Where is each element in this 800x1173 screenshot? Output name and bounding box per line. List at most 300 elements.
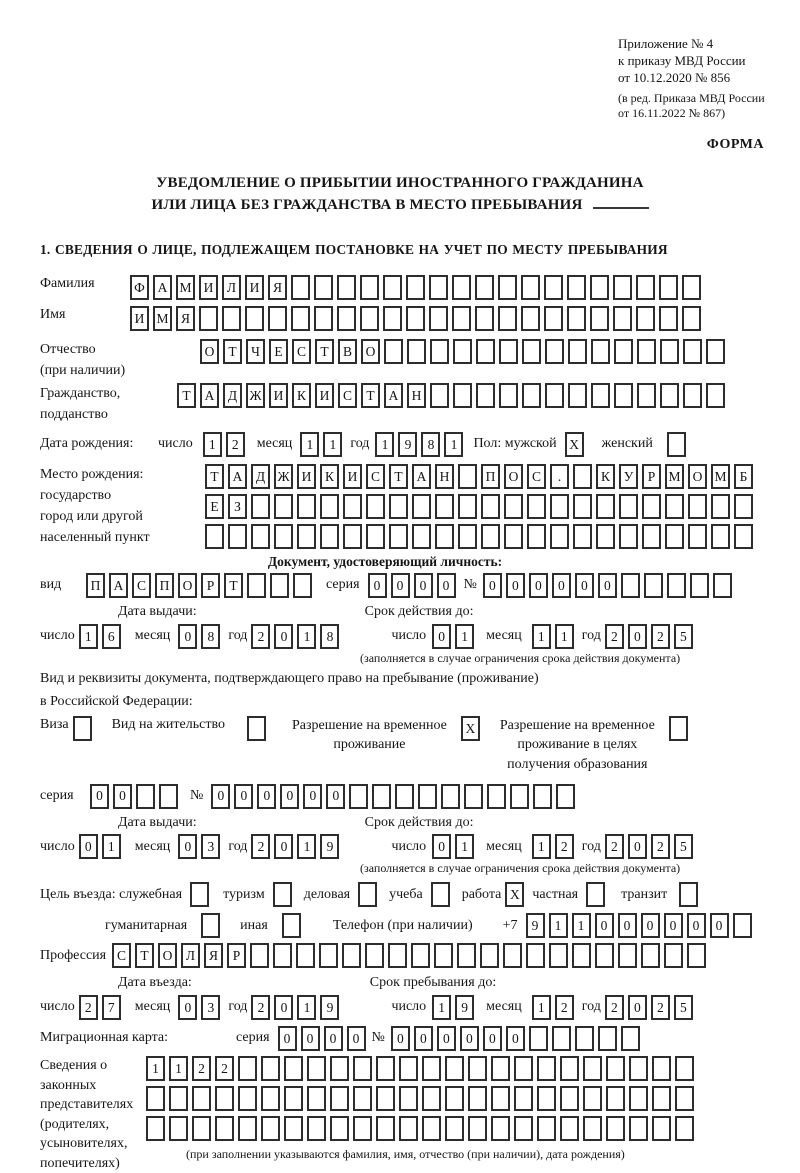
char-cell[interactable] xyxy=(560,1086,579,1111)
char-cell[interactable]: 1 xyxy=(300,432,319,457)
char-cell[interactable]: 0 xyxy=(391,573,410,598)
char-cell[interactable]: 1 xyxy=(375,432,394,457)
char-cell[interactable] xyxy=(457,943,476,968)
char-cell[interactable]: А xyxy=(109,573,128,598)
char-cell[interactable] xyxy=(629,1086,648,1111)
char-cell[interactable]: 8 xyxy=(421,432,440,457)
char-cell[interactable] xyxy=(453,339,472,364)
char-cell[interactable] xyxy=(550,524,569,549)
char-cell[interactable]: 2 xyxy=(226,432,245,457)
char-cell[interactable]: П xyxy=(155,573,174,598)
char-cell[interactable]: С xyxy=(132,573,151,598)
char-cell[interactable] xyxy=(480,943,499,968)
char-cell[interactable] xyxy=(365,943,384,968)
char-cell[interactable] xyxy=(268,306,287,331)
char-cell[interactable] xyxy=(664,943,683,968)
char-cell[interactable] xyxy=(487,784,506,809)
temp-residence-checkbox[interactable]: X xyxy=(461,716,480,741)
char-cell[interactable]: 1 xyxy=(555,624,574,649)
char-cell[interactable]: 0 xyxy=(324,1026,343,1051)
char-cell[interactable]: 9 xyxy=(320,995,339,1020)
char-cell[interactable] xyxy=(711,494,730,519)
char-cell[interactable]: 2 xyxy=(555,995,574,1020)
char-cell[interactable]: 0 xyxy=(280,784,299,809)
char-cell[interactable] xyxy=(388,943,407,968)
char-cell[interactable] xyxy=(675,1056,694,1081)
char-cell[interactable]: А xyxy=(384,383,403,408)
char-cell[interactable] xyxy=(675,1086,694,1111)
char-cell[interactable]: 8 xyxy=(320,624,339,649)
char-cell[interactable] xyxy=(491,1116,510,1141)
char-cell[interactable]: И xyxy=(343,464,362,489)
char-cell[interactable] xyxy=(591,383,610,408)
char-cell[interactable] xyxy=(199,306,218,331)
char-cell[interactable] xyxy=(468,1086,487,1111)
char-cell[interactable] xyxy=(734,494,753,519)
char-cell[interactable] xyxy=(590,275,609,300)
char-cell[interactable] xyxy=(273,943,292,968)
char-cell[interactable]: 0 xyxy=(368,573,387,598)
char-cell[interactable] xyxy=(468,1056,487,1081)
char-cell[interactable]: И xyxy=(297,464,316,489)
char-cell[interactable]: 2 xyxy=(555,834,574,859)
char-cell[interactable]: 1 xyxy=(549,913,568,938)
char-cell[interactable] xyxy=(169,1086,188,1111)
char-cell[interactable] xyxy=(430,383,449,408)
char-cell[interactable]: О xyxy=(361,339,380,364)
char-cell[interactable] xyxy=(568,383,587,408)
char-cell[interactable]: 2 xyxy=(651,624,670,649)
char-cell[interactable] xyxy=(452,306,471,331)
char-cell[interactable] xyxy=(636,306,655,331)
char-cell[interactable]: 2 xyxy=(605,995,624,1020)
char-cell[interactable]: 1 xyxy=(455,624,474,649)
char-cell[interactable] xyxy=(659,275,678,300)
char-cell[interactable] xyxy=(222,306,241,331)
char-cell[interactable]: 0 xyxy=(641,913,660,938)
char-cell[interactable] xyxy=(270,573,289,598)
char-cell[interactable] xyxy=(606,1056,625,1081)
char-cell[interactable] xyxy=(683,383,702,408)
char-cell[interactable] xyxy=(522,383,541,408)
char-cell[interactable]: Л xyxy=(181,943,200,968)
char-cell[interactable]: Р xyxy=(227,943,246,968)
char-cell[interactable] xyxy=(567,275,586,300)
char-cell[interactable]: Д xyxy=(251,464,270,489)
char-cell[interactable] xyxy=(296,943,315,968)
char-cell[interactable]: С xyxy=(292,339,311,364)
char-cell[interactable]: О xyxy=(504,464,523,489)
char-cell[interactable] xyxy=(550,494,569,519)
char-cell[interactable] xyxy=(307,1086,326,1111)
char-cell[interactable]: 1 xyxy=(297,624,316,649)
char-cell[interactable]: 0 xyxy=(437,1026,456,1051)
char-cell[interactable]: Е xyxy=(269,339,288,364)
char-cell[interactable]: . xyxy=(550,464,569,489)
char-cell[interactable]: 9 xyxy=(320,834,339,859)
char-cell[interactable]: И xyxy=(315,383,334,408)
char-cell[interactable]: 0 xyxy=(414,1026,433,1051)
char-cell[interactable] xyxy=(247,573,266,598)
char-cell[interactable]: 0 xyxy=(347,1026,366,1051)
char-cell[interactable] xyxy=(418,784,437,809)
char-cell[interactable]: 2 xyxy=(651,834,670,859)
char-cell[interactable]: 1 xyxy=(169,1056,188,1081)
char-cell[interactable] xyxy=(491,1056,510,1081)
char-cell[interactable]: 0 xyxy=(90,784,109,809)
char-cell[interactable] xyxy=(441,784,460,809)
char-cell[interactable] xyxy=(422,1056,441,1081)
char-cell[interactable]: М xyxy=(176,275,195,300)
char-cell[interactable]: А xyxy=(412,464,431,489)
char-cell[interactable] xyxy=(690,573,709,598)
char-cell[interactable] xyxy=(491,1086,510,1111)
char-cell[interactable] xyxy=(360,275,379,300)
char-cell[interactable] xyxy=(619,524,638,549)
char-cell[interactable] xyxy=(659,306,678,331)
char-cell[interactable] xyxy=(596,494,615,519)
char-cell[interactable]: 1 xyxy=(455,834,474,859)
char-cell[interactable] xyxy=(573,524,592,549)
char-cell[interactable] xyxy=(274,524,293,549)
char-cell[interactable] xyxy=(320,524,339,549)
char-cell[interactable] xyxy=(284,1116,303,1141)
char-cell[interactable]: 9 xyxy=(398,432,417,457)
char-cell[interactable] xyxy=(399,1116,418,1141)
char-cell[interactable]: 0 xyxy=(687,913,706,938)
char-cell[interactable]: 1 xyxy=(572,913,591,938)
char-cell[interactable] xyxy=(521,306,540,331)
char-cell[interactable] xyxy=(682,275,701,300)
char-cell[interactable] xyxy=(682,306,701,331)
char-cell[interactable] xyxy=(619,494,638,519)
char-cell[interactable] xyxy=(261,1116,280,1141)
char-cell[interactable]: Т xyxy=(205,464,224,489)
char-cell[interactable]: 0 xyxy=(301,1026,320,1051)
char-cell[interactable]: 0 xyxy=(628,834,647,859)
char-cell[interactable]: 0 xyxy=(274,624,293,649)
char-cell[interactable] xyxy=(422,1116,441,1141)
char-cell[interactable] xyxy=(337,275,356,300)
char-cell[interactable] xyxy=(372,784,391,809)
char-cell[interactable] xyxy=(475,275,494,300)
char-cell[interactable]: Т xyxy=(389,464,408,489)
char-cell[interactable] xyxy=(629,1056,648,1081)
char-cell[interactable] xyxy=(205,524,224,549)
char-cell[interactable] xyxy=(621,1026,640,1051)
char-cell[interactable] xyxy=(618,943,637,968)
char-cell[interactable] xyxy=(422,1086,441,1111)
char-cell[interactable]: 9 xyxy=(455,995,474,1020)
char-cell[interactable]: И xyxy=(269,383,288,408)
purpose-study-checkbox[interactable] xyxy=(431,882,450,907)
char-cell[interactable]: 0 xyxy=(506,1026,525,1051)
char-cell[interactable] xyxy=(572,943,591,968)
char-cell[interactable] xyxy=(250,943,269,968)
char-cell[interactable] xyxy=(583,1116,602,1141)
char-cell[interactable]: 1 xyxy=(532,624,551,649)
char-cell[interactable] xyxy=(613,306,632,331)
char-cell[interactable] xyxy=(360,306,379,331)
char-cell[interactable]: 1 xyxy=(79,624,98,649)
char-cell[interactable] xyxy=(583,1056,602,1081)
char-cell[interactable]: Я xyxy=(268,275,287,300)
char-cell[interactable]: 5 xyxy=(674,834,693,859)
char-cell[interactable] xyxy=(514,1086,533,1111)
char-cell[interactable]: З xyxy=(228,494,247,519)
char-cell[interactable] xyxy=(545,339,564,364)
char-cell[interactable]: Р xyxy=(642,464,661,489)
char-cell[interactable] xyxy=(641,943,660,968)
char-cell[interactable]: 0 xyxy=(595,913,614,938)
char-cell[interactable] xyxy=(307,1116,326,1141)
char-cell[interactable]: 3 xyxy=(201,995,220,1020)
purpose-private-checkbox[interactable] xyxy=(586,882,605,907)
char-cell[interactable] xyxy=(261,1086,280,1111)
char-cell[interactable]: Я xyxy=(204,943,223,968)
char-cell[interactable]: 0 xyxy=(303,784,322,809)
char-cell[interactable] xyxy=(499,383,518,408)
char-cell[interactable] xyxy=(383,275,402,300)
char-cell[interactable] xyxy=(192,1116,211,1141)
char-cell[interactable] xyxy=(637,383,656,408)
char-cell[interactable] xyxy=(636,275,655,300)
char-cell[interactable] xyxy=(499,339,518,364)
char-cell[interactable]: 0 xyxy=(113,784,132,809)
char-cell[interactable]: 0 xyxy=(274,834,293,859)
char-cell[interactable] xyxy=(320,494,339,519)
char-cell[interactable]: 1 xyxy=(102,834,121,859)
char-cell[interactable] xyxy=(527,524,546,549)
char-cell[interactable] xyxy=(430,339,449,364)
char-cell[interactable] xyxy=(445,1086,464,1111)
char-cell[interactable]: П xyxy=(481,464,500,489)
char-cell[interactable]: 2 xyxy=(251,834,270,859)
char-cell[interactable]: Т xyxy=(315,339,334,364)
char-cell[interactable] xyxy=(376,1086,395,1111)
char-cell[interactable]: М xyxy=(711,464,730,489)
char-cell[interactable] xyxy=(713,573,732,598)
char-cell[interactable]: 1 xyxy=(203,432,222,457)
char-cell[interactable] xyxy=(591,339,610,364)
char-cell[interactable]: С xyxy=(338,383,357,408)
char-cell[interactable]: 1 xyxy=(532,995,551,1020)
char-cell[interactable]: Т xyxy=(361,383,380,408)
char-cell[interactable] xyxy=(613,275,632,300)
char-cell[interactable]: 0 xyxy=(234,784,253,809)
char-cell[interactable]: Л xyxy=(222,275,241,300)
char-cell[interactable]: Т xyxy=(177,383,196,408)
char-cell[interactable] xyxy=(503,943,522,968)
purpose-tourism-checkbox[interactable] xyxy=(273,882,292,907)
char-cell[interactable] xyxy=(238,1086,257,1111)
char-cell[interactable] xyxy=(665,524,684,549)
char-cell[interactable]: 1 xyxy=(297,834,316,859)
char-cell[interactable] xyxy=(215,1116,234,1141)
char-cell[interactable]: 8 xyxy=(201,624,220,649)
char-cell[interactable] xyxy=(537,1056,556,1081)
char-cell[interactable]: 1 xyxy=(323,432,342,457)
char-cell[interactable] xyxy=(504,494,523,519)
char-cell[interactable] xyxy=(652,1116,671,1141)
char-cell[interactable]: 0 xyxy=(278,1026,297,1051)
char-cell[interactable] xyxy=(644,573,663,598)
residence-permit-checkbox[interactable] xyxy=(247,716,266,741)
char-cell[interactable] xyxy=(621,573,640,598)
char-cell[interactable] xyxy=(560,1116,579,1141)
purpose-official-checkbox[interactable] xyxy=(190,882,209,907)
char-cell[interactable]: 0 xyxy=(529,573,548,598)
char-cell[interactable] xyxy=(343,524,362,549)
char-cell[interactable]: 1 xyxy=(432,995,451,1020)
char-cell[interactable]: 5 xyxy=(674,624,693,649)
char-cell[interactable] xyxy=(590,306,609,331)
char-cell[interactable] xyxy=(284,1086,303,1111)
char-cell[interactable] xyxy=(330,1116,349,1141)
char-cell[interactable] xyxy=(245,306,264,331)
char-cell[interactable] xyxy=(573,494,592,519)
char-cell[interactable] xyxy=(399,1086,418,1111)
char-cell[interactable] xyxy=(504,524,523,549)
visa-checkbox[interactable] xyxy=(73,716,92,741)
char-cell[interactable] xyxy=(706,383,725,408)
char-cell[interactable] xyxy=(537,1086,556,1111)
char-cell[interactable]: 1 xyxy=(146,1056,165,1081)
char-cell[interactable] xyxy=(314,306,333,331)
char-cell[interactable] xyxy=(522,339,541,364)
char-cell[interactable]: 0 xyxy=(506,573,525,598)
char-cell[interactable]: 0 xyxy=(178,995,197,1020)
char-cell[interactable]: К xyxy=(320,464,339,489)
char-cell[interactable] xyxy=(683,339,702,364)
char-cell[interactable]: 2 xyxy=(651,995,670,1020)
char-cell[interactable] xyxy=(595,943,614,968)
sex-male-checkbox[interactable]: X xyxy=(565,432,584,457)
char-cell[interactable] xyxy=(598,1026,617,1051)
char-cell[interactable]: 1 xyxy=(532,834,551,859)
char-cell[interactable]: 0 xyxy=(79,834,98,859)
purpose-work-checkbox[interactable]: X xyxy=(505,882,524,907)
char-cell[interactable] xyxy=(514,1116,533,1141)
char-cell[interactable] xyxy=(435,524,454,549)
char-cell[interactable] xyxy=(544,275,563,300)
char-cell[interactable]: 0 xyxy=(432,624,451,649)
char-cell[interactable] xyxy=(389,524,408,549)
char-cell[interactable]: Т xyxy=(223,339,242,364)
char-cell[interactable] xyxy=(251,524,270,549)
char-cell[interactable]: 0 xyxy=(414,573,433,598)
char-cell[interactable] xyxy=(688,494,707,519)
char-cell[interactable] xyxy=(366,524,385,549)
char-cell[interactable] xyxy=(498,275,517,300)
char-cell[interactable] xyxy=(136,784,155,809)
char-cell[interactable]: 0 xyxy=(257,784,276,809)
char-cell[interactable]: 2 xyxy=(605,624,624,649)
sex-female-checkbox[interactable] xyxy=(667,432,686,457)
char-cell[interactable]: О xyxy=(158,943,177,968)
char-cell[interactable] xyxy=(573,464,592,489)
char-cell[interactable] xyxy=(330,1086,349,1111)
char-cell[interactable]: 0 xyxy=(483,573,502,598)
char-cell[interactable] xyxy=(215,1086,234,1111)
char-cell[interactable] xyxy=(468,1116,487,1141)
char-cell[interactable] xyxy=(238,1056,257,1081)
char-cell[interactable] xyxy=(412,494,431,519)
char-cell[interactable]: 2 xyxy=(251,624,270,649)
char-cell[interactable] xyxy=(349,784,368,809)
char-cell[interactable]: А xyxy=(200,383,219,408)
char-cell[interactable]: А xyxy=(153,275,172,300)
purpose-other-checkbox[interactable] xyxy=(282,913,301,938)
char-cell[interactable] xyxy=(544,306,563,331)
char-cell[interactable]: Н xyxy=(407,383,426,408)
char-cell[interactable]: 1 xyxy=(444,432,463,457)
char-cell[interactable] xyxy=(330,1056,349,1081)
char-cell[interactable] xyxy=(452,275,471,300)
char-cell[interactable] xyxy=(660,339,679,364)
temp-residence-edu-checkbox[interactable] xyxy=(669,716,688,741)
char-cell[interactable]: 0 xyxy=(710,913,729,938)
char-cell[interactable] xyxy=(606,1086,625,1111)
char-cell[interactable]: К xyxy=(292,383,311,408)
char-cell[interactable] xyxy=(575,1026,594,1051)
char-cell[interactable] xyxy=(545,383,564,408)
char-cell[interactable] xyxy=(667,573,686,598)
char-cell[interactable]: 0 xyxy=(628,995,647,1020)
char-cell[interactable] xyxy=(606,1116,625,1141)
char-cell[interactable]: М xyxy=(665,464,684,489)
char-cell[interactable]: Ж xyxy=(246,383,265,408)
char-cell[interactable]: И xyxy=(245,275,264,300)
char-cell[interactable]: 0 xyxy=(575,573,594,598)
char-cell[interactable] xyxy=(481,494,500,519)
char-cell[interactable] xyxy=(652,1086,671,1111)
char-cell[interactable] xyxy=(159,784,178,809)
char-cell[interactable]: И xyxy=(130,306,149,331)
char-cell[interactable]: О xyxy=(178,573,197,598)
char-cell[interactable] xyxy=(395,784,414,809)
char-cell[interactable]: 0 xyxy=(326,784,345,809)
char-cell[interactable] xyxy=(560,1056,579,1081)
char-cell[interactable]: 0 xyxy=(274,995,293,1020)
char-cell[interactable]: 0 xyxy=(552,573,571,598)
char-cell[interactable] xyxy=(642,494,661,519)
char-cell[interactable] xyxy=(274,494,293,519)
char-cell[interactable] xyxy=(251,494,270,519)
char-cell[interactable] xyxy=(652,1056,671,1081)
char-cell[interactable] xyxy=(192,1086,211,1111)
char-cell[interactable] xyxy=(297,494,316,519)
char-cell[interactable] xyxy=(537,1116,556,1141)
char-cell[interactable]: С xyxy=(366,464,385,489)
char-cell[interactable] xyxy=(291,306,310,331)
char-cell[interactable] xyxy=(629,1116,648,1141)
char-cell[interactable] xyxy=(458,524,477,549)
char-cell[interactable] xyxy=(411,943,430,968)
char-cell[interactable]: 0 xyxy=(598,573,617,598)
char-cell[interactable] xyxy=(261,1056,280,1081)
char-cell[interactable] xyxy=(552,1026,571,1051)
char-cell[interactable] xyxy=(476,383,495,408)
char-cell[interactable]: 5 xyxy=(674,995,693,1020)
char-cell[interactable]: К xyxy=(596,464,615,489)
char-cell[interactable] xyxy=(458,494,477,519)
char-cell[interactable]: С xyxy=(112,943,131,968)
char-cell[interactable] xyxy=(314,275,333,300)
char-cell[interactable] xyxy=(406,275,425,300)
char-cell[interactable] xyxy=(706,339,725,364)
char-cell[interactable] xyxy=(514,1056,533,1081)
